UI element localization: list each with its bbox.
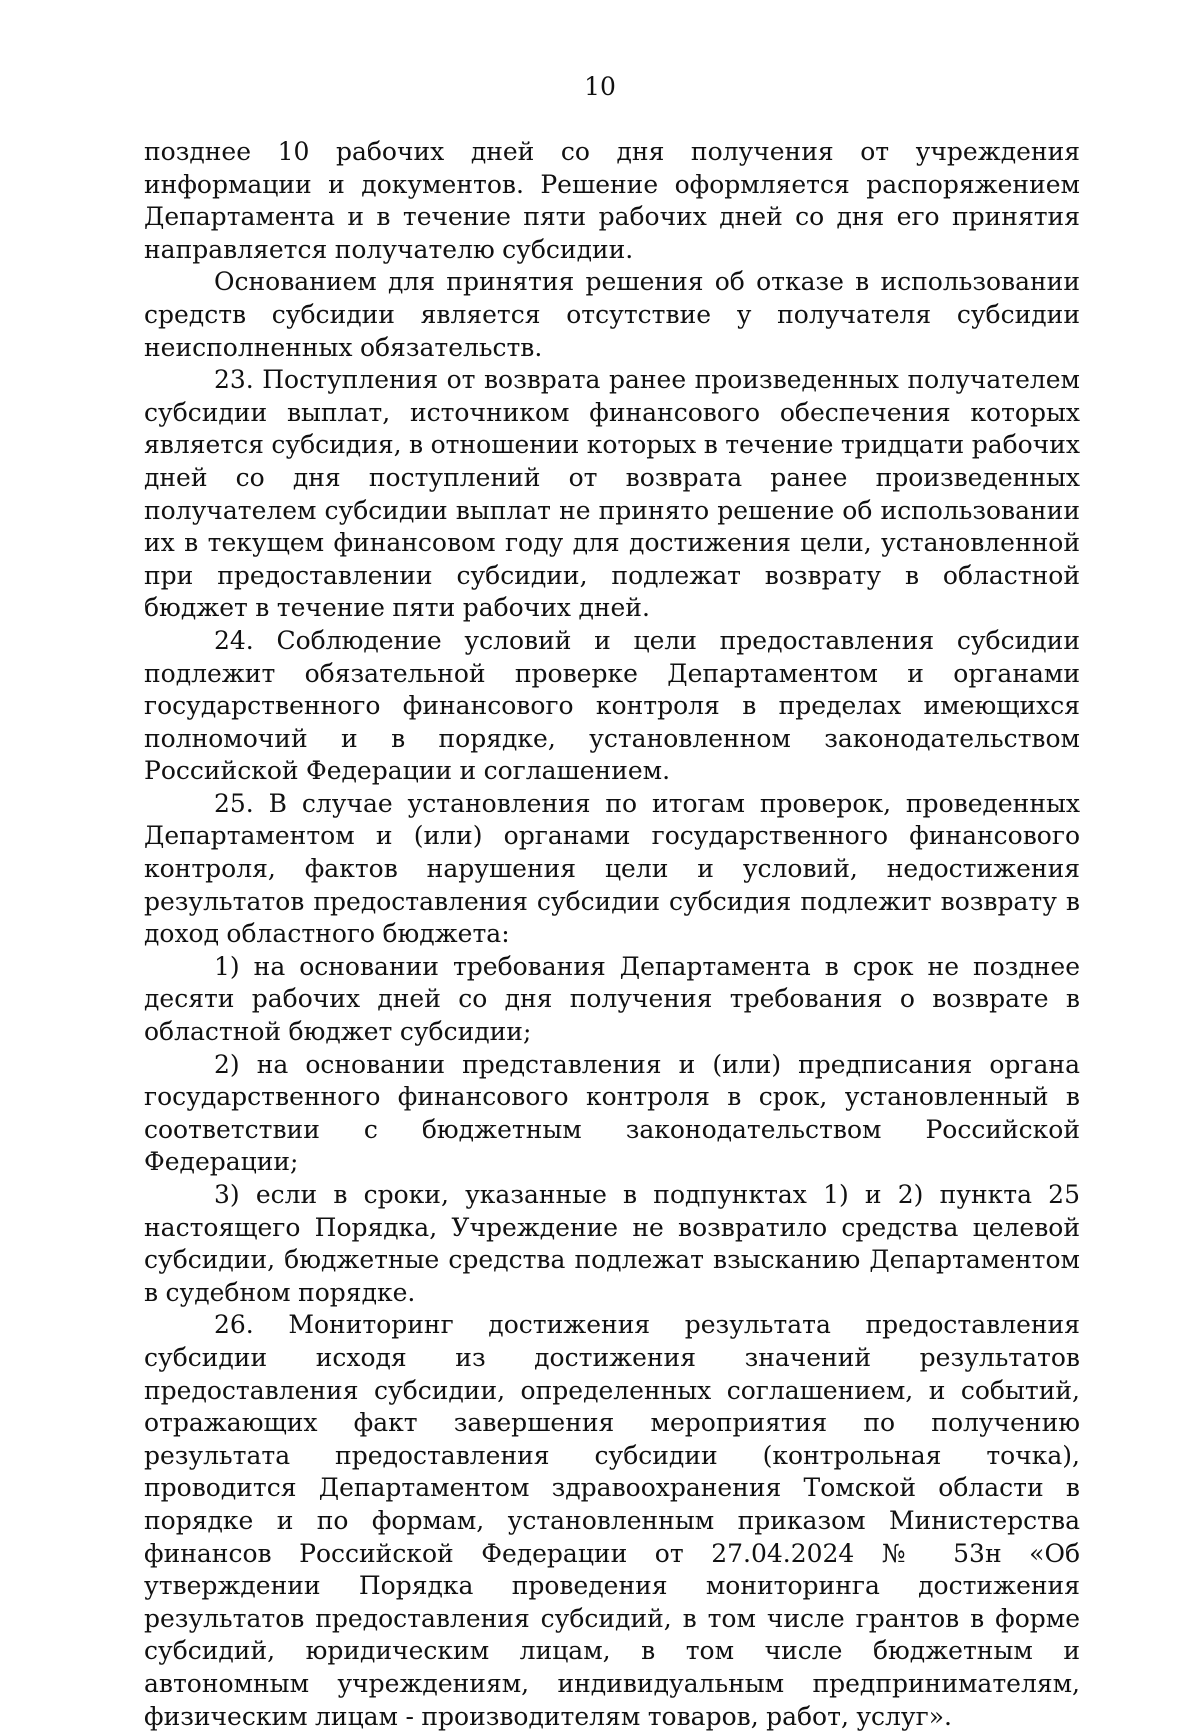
paragraph-item-26: 26. Мониторинг достижения результата предоставления субсидии исходя из достижения значений результатов предоставления субсидии, определенных соглашением, и событий, отражающих факт завершения мероприятия по получению результата предоставления субсидии (контрольная точка), проводится Департаментом здравоохранения Томской области в порядке и по формам, установленным приказом Министерства финансов Российской Федерации от 27.04.2024 № 53н «Об утверждении Порядка проведения мониторинга достижения результатов предоставления субсидий, в том числе грантов в форме субсидий, юридическим лицам, в том числе бюджетным и автономным учреждениям, индивидуальным предпринимателям, физическим лицам - производителям товаров, работ, услуг». [144,1310,1080,1731]
paragraph-subitem-3: 3) если в сроки, указанные в подпунктах 1) и 2) пункта 25 настоящего Порядка, Учреждение не возвратило средства целевой субсидии, бюджетные средства подлежат взысканию Департаментом в судебном порядке. [144,1180,1080,1307]
paragraph-item-23: 23. Поступления от возврата ранее произведенных получателем субсидии выплат, источником финансового обеспечения которых является субсидия, в отношении которых в течение тридцати рабочих дней со дня поступлений от возврата ранее произведенных получателем субсидии выплат не принято решение об использовании их в текущем финансовом году для достижения цели, установленной при предоставлении субсидии, подлежат возврату в областной бюджет в течение пяти рабочих дней. [144,365,1080,623]
page-number: 10 [584,72,616,101]
document-body [144,136,1080,1733]
paragraph-item-24: 24. Соблюдение условий и цели предоставления субсидии подлежит обязательной проверке Департаментом и органами государственного финансового контроля в пределах имеющихся полномочий и в порядке, установленном законодательством Российской Федерации и соглашением. [144,625,1080,786]
paragraph-continuation: позднее 10 рабочих дней со дня получения от учреждения информации и документов. Решение оформляется распоряжением Департамента и в течение пяти рабочих дней со дня его принятия направляется получателю субсидии. [144,137,1080,264]
paragraph-subitem-2: 2) на основании представления и (или) предписания органа государственного финансового контроля в срок, установленный в соответствии с бюджетным законодательством Российской Федерации; [144,1049,1080,1177]
paragraph-item-25: 25. В случае установления по итогам проверок, проведенных Департаментом и (или) органами государственного финансового контроля, фактов нарушения цели и условий, недостижения результатов предоставления субсидии субсидия подлежит возврату в доход областного бюджета: [144,788,1080,949]
paragraph-subitem-1: 1) на основании требования Департамента в срок не позднее десяти рабочих дней со дня получения требования о возврате в областной бюджет субсидии; [144,951,1080,1047]
paragraph-refusal-basis: Основанием для принятия решения об отказе в использовании средств субсидии является отсутствие у получателя субсидии неисполненных обязательств. [144,267,1080,362]
